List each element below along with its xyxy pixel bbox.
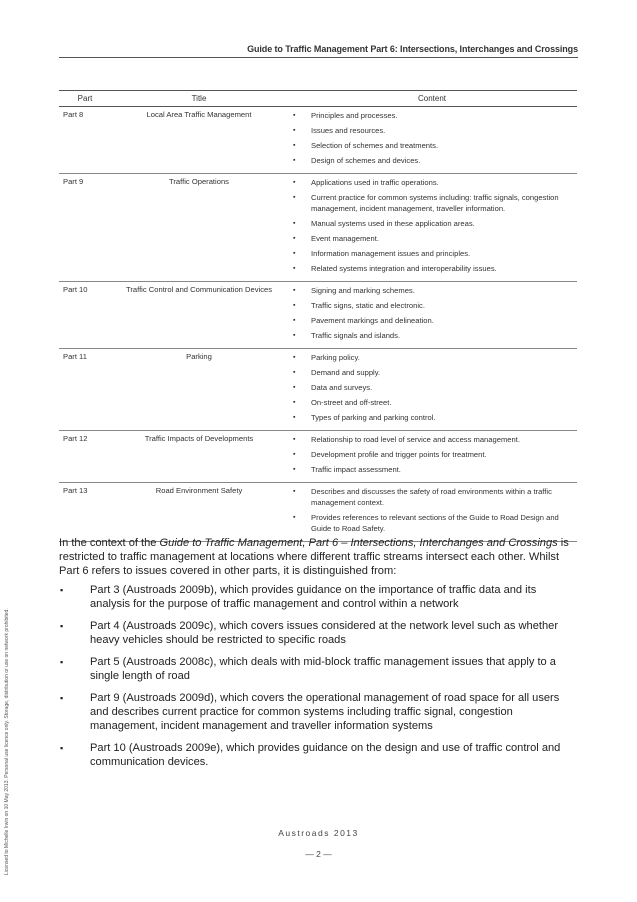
list-item: ▪ Parking policy. [291, 352, 573, 363]
column-header-part: Part [59, 91, 111, 107]
cell-part: Part 13 [59, 483, 111, 542]
list-item: ▪ Current practice for common systems including: traffic signals, congestion management, incident management, traveller information. [291, 192, 573, 214]
table-row [59, 431, 577, 483]
list-item: ▪ Traffic impact assessment. [291, 464, 573, 475]
column-header-content: Content [287, 91, 577, 107]
table-row [59, 174, 577, 282]
list-item: ▪ Types of parking and parking control. [291, 412, 573, 423]
cell-content [287, 483, 577, 542]
content-list [291, 177, 573, 274]
list-item: ▪ Traffic signals and islands. [291, 330, 573, 341]
column-header-title: Title [111, 91, 287, 107]
cell-title: Parking [111, 349, 287, 431]
list-item: ▪ Part 9 (Austroads 2009d), which covers the operational management of road space for all users and describes current practice for common systems including traffic signal, congestion management, incident management and traveller information systems [59, 691, 579, 733]
guide-parts-table [59, 90, 577, 542]
list-item: ▪ Issues and resources. [291, 125, 573, 136]
intro-text-start: In the context of the [59, 537, 160, 549]
running-header: Guide to Traffic Management Part 6: Intersections, Interchanges and Crossings [247, 44, 578, 54]
licence-watermark: Licensed to Michelle Irwin on 10 May 2013. Personal use licence only. Storage, distribution or use on network prohibited. [4, 608, 10, 875]
cell-title: Traffic Control and Communication Devices [111, 282, 287, 349]
cell-part: Part 11 [59, 349, 111, 431]
cell-content [287, 349, 577, 431]
intro-text-end: is restricted to traffic management at locations where different traffic streams intersect each other. Whilst Part 6 refers to issues covered in other parts, it is distinguished from: [59, 537, 569, 577]
content-list [291, 352, 573, 423]
list-item: ▪ Manual systems used in these application areas. [291, 218, 573, 229]
content-list [291, 285, 573, 341]
list-item: ▪ On-street and off-street. [291, 397, 573, 408]
list-item: ▪ Selection of schemes and treatments. [291, 140, 573, 151]
footer-publisher: Austroads 2013 [278, 828, 359, 838]
table-row [59, 483, 577, 542]
cell-content [287, 174, 577, 282]
content-list [291, 434, 573, 475]
cell-title: Traffic Operations [111, 174, 287, 282]
list-item: ▪ Relationship to road level of service and access management. [291, 434, 573, 445]
list-item: ▪ Describes and discusses the safety of road environments within a traffic management context. [291, 486, 573, 508]
list-item: ▪ Data and surveys. [291, 382, 573, 393]
list-item: ▪ Part 5 (Austroads 2008c), which deals with mid-block traffic management issues that apply to a single length of road [59, 655, 579, 683]
list-item: ▪ Information management issues and principles. [291, 248, 573, 259]
content-list [291, 110, 573, 166]
table-row [59, 349, 577, 431]
cell-content [287, 431, 577, 483]
content-list [291, 486, 573, 534]
cell-title: Road Environment Safety [111, 483, 287, 542]
list-item: ▪ Part 4 (Austroads 2009c), which covers issues considered at the network level such as whether heavy vehicles should be restricted to specific roads [59, 619, 579, 647]
cell-content [287, 282, 577, 349]
table-row [59, 107, 577, 174]
cell-content [287, 107, 577, 174]
list-item: ▪ Provides references to relevant sections of the Guide to Road Design and Guide to Road Safety. [291, 512, 573, 534]
cell-part: Part 12 [59, 431, 111, 483]
cell-title: Traffic Impacts of Developments [111, 431, 287, 483]
table-header-row [59, 91, 577, 107]
list-item: ▪ Design of schemes and devices. [291, 155, 573, 166]
list-item: ▪ Principles and processes. [291, 110, 573, 121]
header-rule [59, 57, 578, 58]
intro-paragraph [59, 536, 579, 578]
list-item: ▪ Pavement markings and delineation. [291, 315, 573, 326]
cell-part: Part 8 [59, 107, 111, 174]
list-item: ▪ Event management. [291, 233, 573, 244]
table-row [59, 282, 577, 349]
list-item: ▪ Applications used in traffic operations. [291, 177, 573, 188]
list-item: ▪ Related systems integration and interoperability issues. [291, 263, 573, 274]
guide-title-italic: Guide to Traffic Management, Part 6 – Intersections, Interchanges and Crossings [159, 537, 558, 549]
list-item: ▪ Development profile and trigger points for treatment. [291, 449, 573, 460]
cell-part: Part 9 [59, 174, 111, 282]
list-item: ▪ Signing and marking schemes. [291, 285, 573, 296]
list-item: ▪ Demand and supply. [291, 367, 573, 378]
distinguished-list [59, 583, 579, 777]
cell-part: Part 10 [59, 282, 111, 349]
cell-title: Local Area Traffic Management [111, 107, 287, 174]
list-item: ▪ Part 3 (Austroads 2009b), which provides guidance on the importance of traffic data and its analysis for the purpose of traffic management and control within a network [59, 583, 579, 611]
list-item: ▪ Traffic signs, static and electronic. [291, 300, 573, 311]
list-item: ▪ Part 10 (Austroads 2009e), which provides guidance on the design and use of traffic control and communication devices. [59, 741, 579, 769]
page-number: — 2 — [305, 849, 332, 859]
